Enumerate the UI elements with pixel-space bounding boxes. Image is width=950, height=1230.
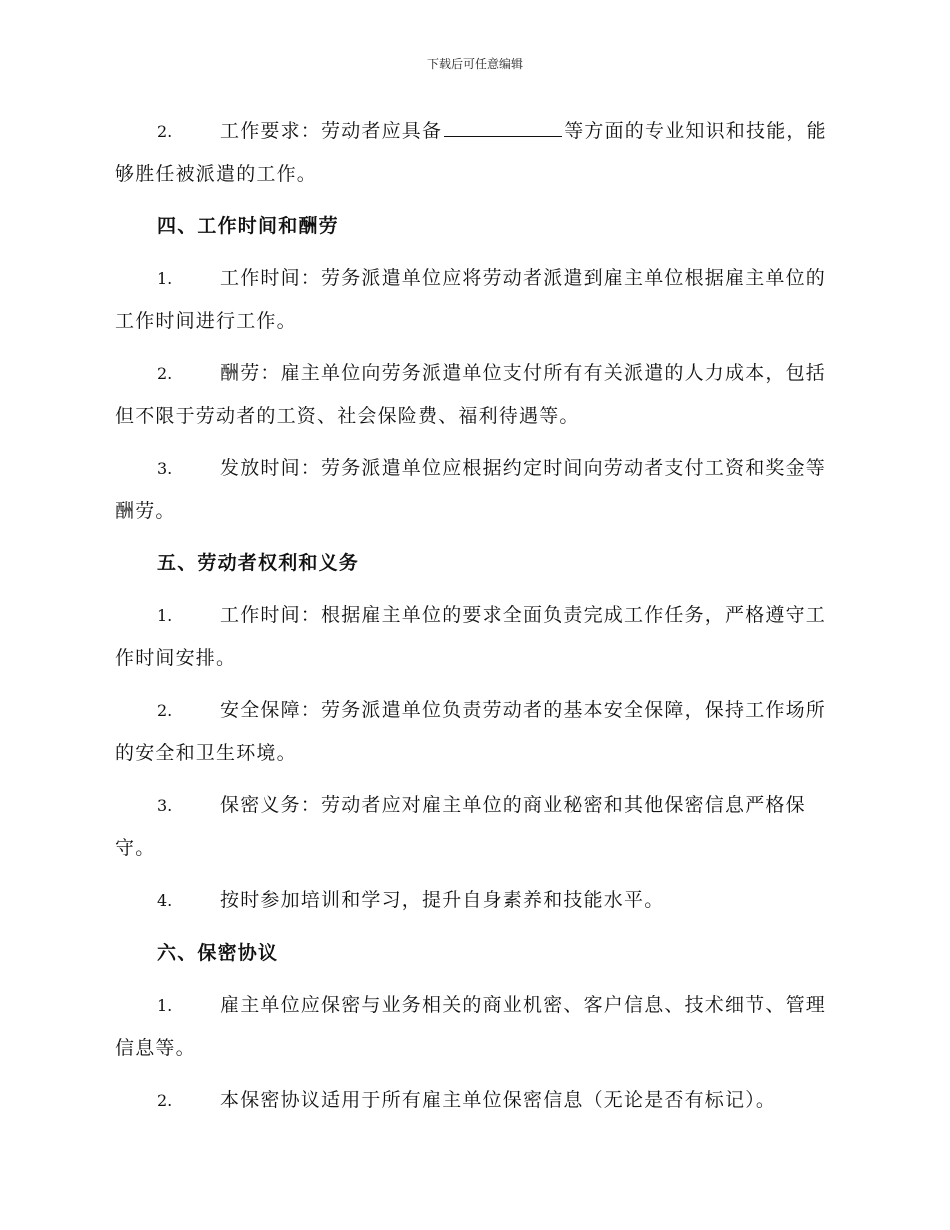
section-heading-6: 六、保密协议 (157, 942, 279, 964)
item-text: 工作时间：根据雇主单位的要求全面负责完成工作任务，严格遵守工作时间安排。 (115, 604, 827, 669)
item-number: 2. (157, 701, 173, 720)
item-text-before: 工作要求：劳动者应具备 (220, 120, 443, 142)
list-item (115, 984, 840, 1069)
list-item (115, 879, 840, 922)
list-item (115, 352, 840, 437)
item-number: 2. (157, 364, 173, 383)
section-heading-4: 四、工作时间和酬劳 (157, 215, 339, 237)
list-item (115, 594, 840, 679)
list-item (115, 110, 840, 195)
item-text-after: 等方面的专业知识和技能，能够胜任被派遣的工作。 (115, 120, 827, 185)
item-number: 4. (157, 891, 173, 910)
item-text: 工作时间：劳务派遣单位应将劳动者派遣到雇主单位根据雇主单位的工作时间进行工作。 (115, 267, 827, 332)
item-number: 3. (157, 459, 173, 478)
fill-in-blank (444, 116, 562, 137)
item-number: 3. (157, 796, 173, 815)
item-number: 2. (157, 122, 173, 141)
list-item (115, 784, 840, 869)
page-header: 下载后可任意编辑 (426, 57, 523, 71)
item-number: 1. (157, 606, 173, 625)
list-item (115, 689, 840, 774)
item-text: 发放时间：劳务派遣单位应根据约定时间向劳动者支付工资和奖金等酬劳。 (115, 457, 827, 522)
item-text: 本保密协议适用于所有雇主单位保密信息（无论是否有标记）。 (220, 1089, 777, 1111)
document-body (115, 110, 840, 1132)
item-number: 1. (157, 269, 173, 288)
item-text: 雇主单位应保密与业务相关的商业机密、客户信息、技术细节、管理信息等。 (115, 994, 827, 1059)
section-heading-5: 五、劳动者权利和义务 (157, 552, 360, 574)
item-text: 保密义务：劳动者应对雇主单位的商业秘密和其他保密信息严格保守。 (115, 794, 806, 859)
list-item (115, 447, 840, 532)
item-number: 2. (157, 1091, 173, 1110)
item-text: 安全保障：劳务派遣单位负责劳动者的基本安全保障，保持工作场所的安全和卫生环境。 (115, 699, 827, 764)
item-number: 1. (157, 996, 173, 1015)
item-text: 按时参加培训和学习，提升自身素养和技能水平。 (220, 889, 665, 911)
item-text: 酬劳：雇主单位向劳务派遣单位支付所有有关派遣的人力成本，包括但不限于劳动者的工资、社会保险费、福利待遇等。 (115, 362, 827, 427)
list-item (115, 1079, 840, 1122)
list-item (115, 257, 840, 342)
